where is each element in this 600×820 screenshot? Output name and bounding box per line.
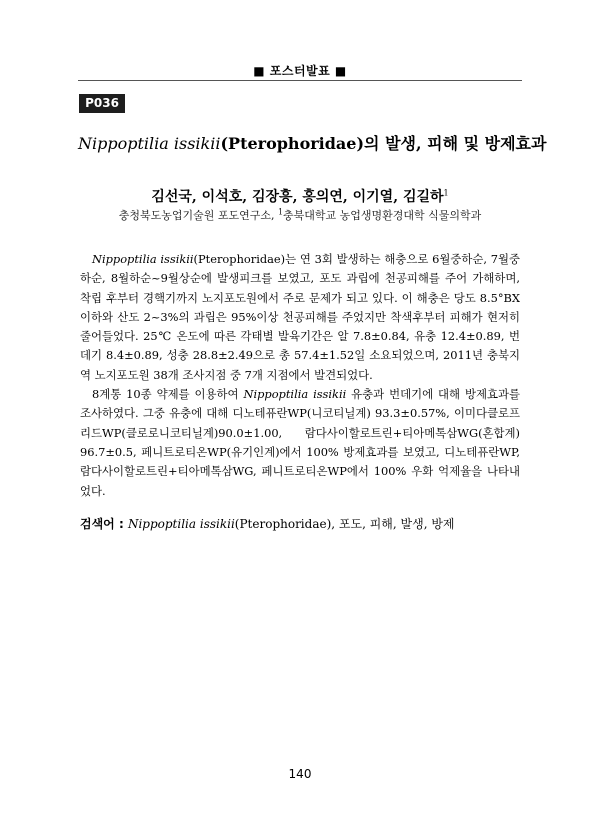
- paper-title: [78, 131, 547, 154]
- species-name: Nippoptilia issikii: [92, 252, 194, 266]
- keywords: [80, 515, 520, 532]
- abstract-paragraph-1: [80, 250, 520, 385]
- author-list: [78, 186, 522, 206]
- affiliation-primary: 충청북도농업기술원 포도연구소,: [118, 209, 278, 222]
- page-number: 140: [288, 767, 312, 781]
- title-rest: (Pterophoridae)의 발생, 피해 및 방제효과: [220, 134, 547, 153]
- paragraph-text: (Pterophoridae)는 연 3회 발생하는 해충으로 6월중하순, 7월중하순, 8월하순~9월상순에 발생피크를 보였고, 포도 과립에 천공피해를 주어 가해하며, 착립 후부터 경핵기까지 노지포도원에서 주로 문제가 되고 있다. 이 해충은 당도 8.5°BX 이하와 산도 2~3%의 과립은 95%이상 천공피해를 주었지만 착색후부터 피해가 현저히 줄어들었다. 25℃ 온도에 따른 각태별 발육기간은 알 7.8±0.84, 유충 12.4±0.89, 번데기 8.4±0.89, 성충 28.8±2.49으로 총 57.4±1.52일 소요되었으며, 2011년 충북지역 노지포도원 38개 조사지점 중 7개 지점에서 발견되었다.: [80, 252, 520, 382]
- title-species-name: Nippoptilia issikii: [78, 134, 221, 153]
- poster-code-badge: P036: [79, 94, 125, 113]
- species-name: Nippoptilia issikii: [243, 387, 347, 402]
- keywords-rest: (Pterophoridae), 포도, 피해, 발생, 방제: [234, 517, 455, 531]
- section-header: ■ 포스터발표 ■: [253, 64, 347, 78]
- author-affil-mark: 1: [443, 188, 449, 198]
- affiliation-secondary: 충북대학교 농업생명환경대학 식물의학과: [283, 209, 482, 222]
- abstract-paragraph-2: [80, 385, 520, 501]
- affiliation: [78, 207, 522, 223]
- affiliation-mark: 1: [277, 207, 284, 217]
- header-divider: [78, 80, 522, 81]
- author-names: 김선국, 이석호, 김장흥, 홍의연, 이기열, 김길하: [151, 189, 444, 205]
- keyword-species: Nippoptilia issikii: [127, 517, 235, 531]
- keywords-label: 검색어 :: [80, 517, 128, 531]
- paragraph-text: 유충과 번데기에 대해 방제효과를 조사하였다. 그중 유충에 대해 디노테퓨란WP(니코티닐계) 93.3±0.57%, 이미다클로프리드WP(클로로니코티닐계)90.0±1.00, 람다사이할로트린+티아메톡삼WG(혼합계) 96.7±0.5, 페니트로티온WP(유기인계)에서 100% 방제효과를 보였고, 디노테퓨란WP, 람다사이할로트린+티아메톡삼WG, 페니트로티온WP에서 100% 우화 억제율을 나타내었다.: [80, 387, 520, 498]
- paragraph-lead: 8계통 10종 약제를 이용하여: [92, 387, 244, 402]
- abstract-body: [80, 250, 520, 501]
